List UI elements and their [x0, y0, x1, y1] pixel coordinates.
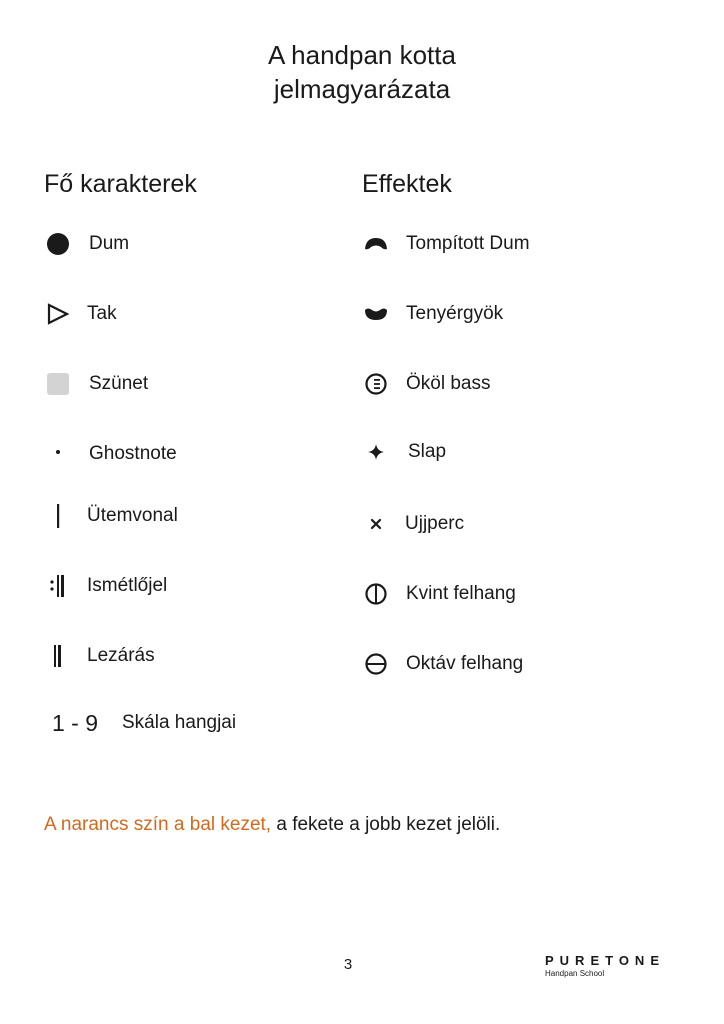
- page-title-line1: A handpan kotta: [268, 40, 456, 70]
- hand-color-note: [44, 812, 500, 838]
- legend-row-barline: [0, 501, 340, 531]
- legend-row-fifth-harmonic: [340, 579, 700, 609]
- scale-numbers-symbol: 1 - 9: [52, 710, 99, 736]
- legend-row-muted-dum: [340, 229, 700, 259]
- legend-label-dum: Dum: [89, 233, 130, 254]
- legend-label-rest: Szünet: [89, 373, 149, 394]
- four-point-star-icon: [362, 437, 390, 467]
- legend-label-knuckle: Ujjperc: [405, 513, 465, 534]
- legend-label-octave-harmonic: Oktáv felhang: [406, 653, 524, 674]
- legend-row-palm-root: [340, 299, 700, 329]
- legend-label-final: Lezárás: [87, 645, 155, 666]
- brand-name: PURETONE: [545, 953, 665, 968]
- legend-row-ghostnote: [0, 439, 340, 469]
- single-bar-icon: [44, 501, 72, 531]
- brand-logo: [545, 954, 685, 979]
- triangle-outline-icon: [44, 299, 72, 329]
- circle-horizontal-line-icon: [362, 649, 390, 679]
- half-dome-icon: [362, 229, 390, 259]
- legend-label-slap: Slap: [408, 441, 447, 462]
- double-bar-icon: [44, 641, 72, 671]
- legend-label-barline: Ütemvonal: [87, 505, 178, 526]
- repeat-sign-icon: [44, 571, 72, 601]
- gray-square-icon: [44, 369, 72, 399]
- page-number: 3: [343, 956, 353, 973]
- main-characters-heading: Fő karakterek: [44, 170, 197, 198]
- fist-circle-icon: [362, 369, 390, 399]
- small-x-icon: [362, 509, 390, 539]
- legend-row-octave-harmonic: [340, 649, 700, 679]
- hand-color-note-right: a fekete a jobb kezet jelöli.: [271, 814, 501, 835]
- legend-row-fist-bass: [340, 369, 700, 399]
- hand-color-note-left: A narancs szín a bal kezet,: [44, 814, 272, 835]
- heart-bowl-icon: [362, 299, 390, 329]
- legend-label-fifth-harmonic: Kvint felhang: [406, 583, 516, 604]
- legend-row-repeat: [0, 571, 340, 601]
- page-title-line2: jelmagyarázata: [273, 74, 451, 104]
- legend-row-dum: [0, 229, 340, 259]
- circle-vertical-line-icon: [362, 579, 390, 609]
- legend-label-palm-root: Tenyérgyök: [406, 303, 504, 324]
- legend-label-ghostnote: Ghostnote: [89, 443, 177, 464]
- legend-row-final: [0, 641, 340, 671]
- legend-label-muted-dum: Tompított Dum: [406, 233, 530, 254]
- legend-label-fist-bass: Ököl bass: [406, 373, 491, 394]
- legend-label-scale: Skála hangjai: [122, 712, 237, 733]
- effects-heading: Effektek: [362, 170, 452, 198]
- page-title: [0, 38, 724, 106]
- legend-label-tak: Tak: [87, 303, 117, 324]
- legend-row-tak: [0, 299, 340, 329]
- legend-row-rest: [0, 369, 340, 399]
- brand-tagline: Handpan School: [545, 969, 605, 978]
- legend-row-knuckle: [340, 509, 700, 539]
- legend-row-scale: [0, 708, 340, 738]
- small-dot-icon: [44, 439, 72, 469]
- legend-row-slap: [340, 437, 700, 467]
- legend-label-repeat: Ismétlőjel: [87, 575, 168, 596]
- filled-circle-icon: [44, 229, 72, 259]
